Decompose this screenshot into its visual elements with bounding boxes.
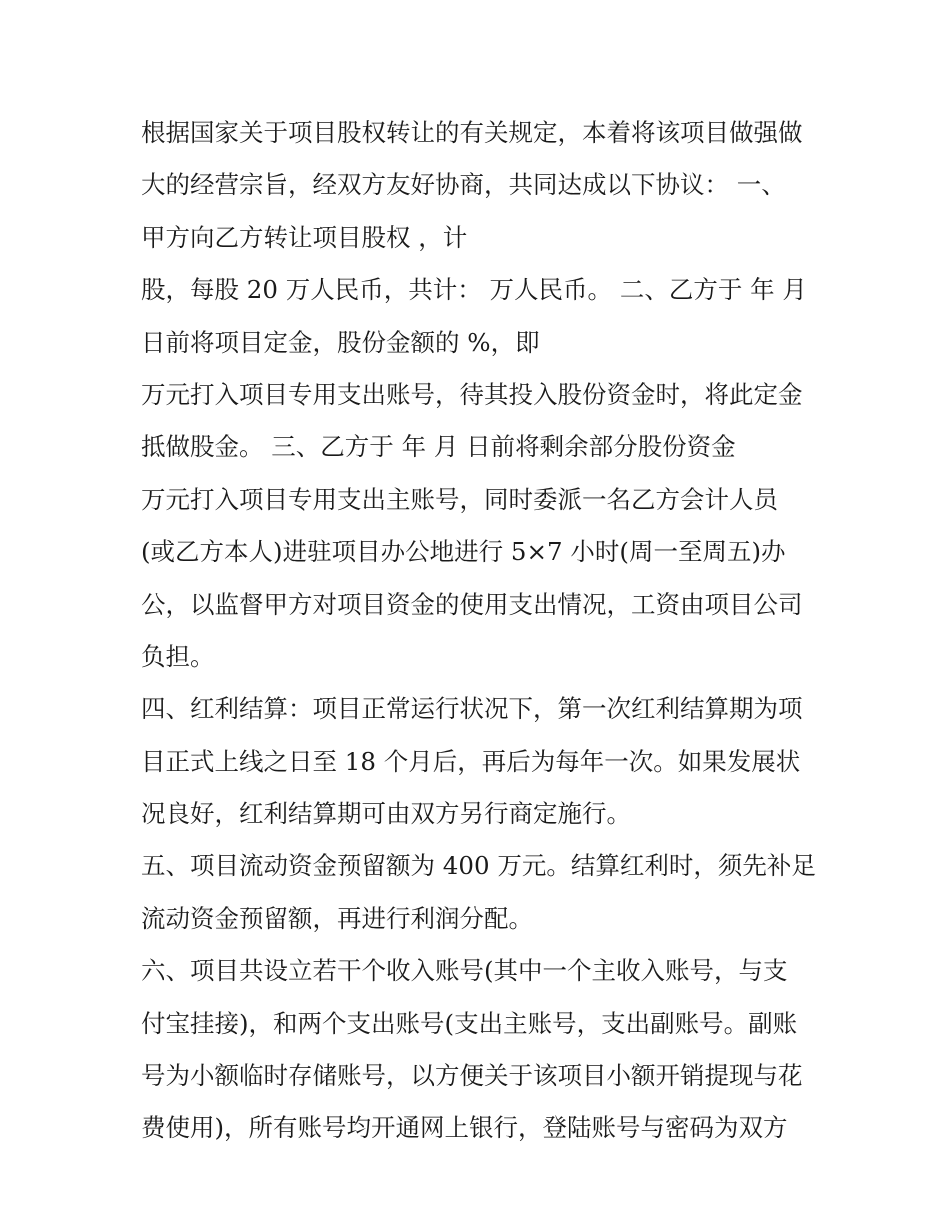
text-line: 抵做股金。 三、乙方于 年 月 日前将剩余部分股份资金 [141, 432, 736, 462]
text-line: 大的经营宗旨，经双方友好协商，共同达成以下协议： 一、 [141, 170, 786, 200]
text-line: 号为小额临时存储账号，以方便关于该项目小额开销提现与花 [141, 1061, 803, 1091]
text-line: 负担。 [141, 641, 215, 671]
text-line: 六、项目共设立若干个收入账号(其中一个主收入账号，与支 [141, 956, 788, 986]
text-line: 流动资金预留额，再进行利润分配。 [141, 903, 533, 933]
text-line: 日前将项目定金，股份金额的 %，即 [141, 327, 540, 357]
text-line: 股，每股 20 万人民币，共计： 万人民币。 二、乙方于 年 月 [141, 275, 807, 305]
text-line: 五、项目流动资金预留额为 400 万元。结算红利时，须先补足 [141, 851, 816, 881]
text-line: 万元打入项目专用支出主账号，同时委派一名乙方会计人员 [141, 484, 778, 514]
text-line: 付宝挂接)，和两个支出账号(支出主账号，支出副账号。副账 [141, 1008, 798, 1038]
text-line: 公，以监督甲方对项目资金的使用支出情况，工资由项目公司 [141, 589, 803, 619]
text-line: 况良好，红利结算期可由双方另行商定施行。 [141, 799, 631, 829]
agreement-body-text [141, 107, 821, 1155]
text-line: 费使用)，所有账号均开通网上银行，登陆账号与密码为双方 [141, 1113, 788, 1143]
text-line: 四、红利结算：项目正常运行状况下，第一次红利结算期为项 [141, 694, 803, 724]
text-line: 甲方向乙方转让项目股权 ，计 [141, 222, 468, 252]
text-line: 根据国家关于项目股权转让的有关规定，本着将该项目做强做 [141, 118, 803, 147]
text-line: 万元打入项目专用支出账号，待其投入股份资金时，将此定金 [141, 379, 803, 409]
text-line: 目正式上线之日至 18 个月后，再后为每年一次。如果发展状 [141, 746, 801, 776]
text-line: (或乙方本人)进驻项目办公地进行 5×7 小时(周一至周五)办 [141, 537, 786, 567]
